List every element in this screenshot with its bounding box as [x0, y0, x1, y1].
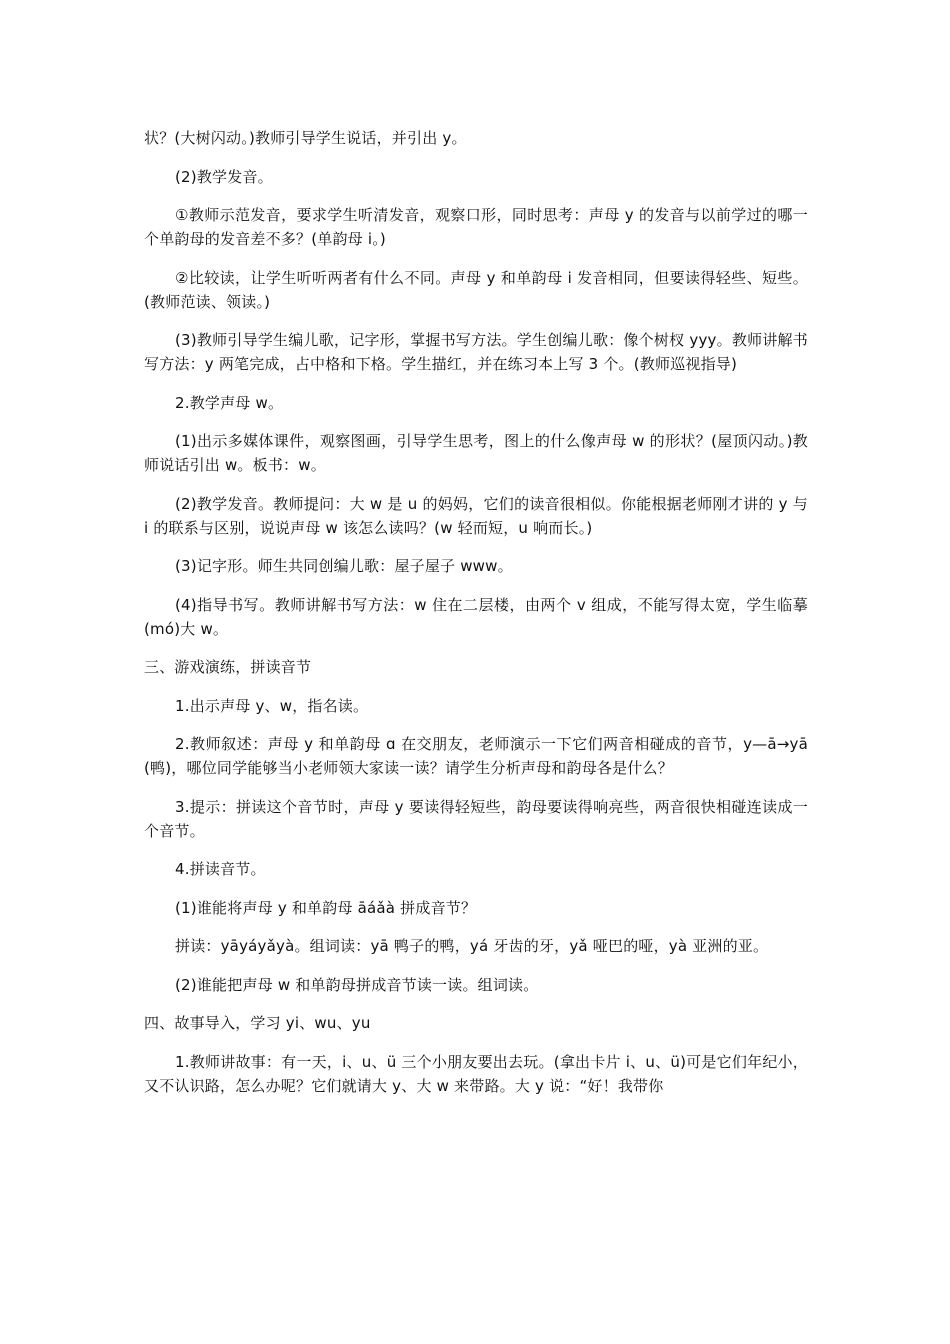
document-body: [144, 126, 808, 1112]
paragraph-2: (2)教学发音。: [175, 167, 273, 186]
paragraph-3: ①教师示范发音，要求学生听清发音，观察口形，同时思考：声母 y 的发音与以前学过的哪一个单韵母的发音差不多？(单韵母 i。): [144, 206, 808, 248]
paragraph-18: (2)谁能把声母 w 和单韵母拼成音节读一读。组词读。: [175, 975, 539, 994]
paragraph-4: ②比较读，让学生听听两者有什么不同。声母 y 和单韵母 i 发音相同，但要读得轻些、短些。(教师范读、领读。): [144, 268, 808, 311]
paragraph-16: (1)谁能将声母 y 和单韵母 āáǎà 拼成音节？: [175, 898, 477, 917]
paragraph-20: 1.教师讲故事：有一天，i、u、ü 三个小朋友要出去玩。(拿出卡片 i、u、ü)可是它们年纪小，又不认识路，怎么办呢？它们就请大 y、大 w 来带路。大 y 说：“好！我带你: [144, 1052, 808, 1095]
paragraph-17: 拼读：yāyáyǎyà。组词读：yā 鸭子的鸭，yá 牙齿的牙，yǎ 哑巴的哑，yà 亚洲的亚。: [175, 937, 769, 955]
paragraph-14: 3.提示：拼读这个音节时，声母 y 要读得轻短些，韵母要读得响亮些，两音很快相碰连读成一个音节。: [144, 797, 808, 840]
section-heading-4: 四、故事导入，学习 yi、wu、yu: [144, 1014, 371, 1032]
paragraph-12: 1.出示声母 y、w，指名读。: [175, 696, 369, 715]
paragraph-7: (1)出示多媒体课件，观察图画，引导学生思考，图上的什么像声母 w 的形状？(屋顶闪动。)教师说话引出 w。板书：w。: [144, 432, 808, 474]
paragraph-15: 4.拼读音节。: [175, 860, 266, 878]
paragraph-8: (2)教学发音。教师提问：大 w 是 u 的妈妈，它们的读音很相似。你能根据老师刚才讲的 y 与 i 的联系与区别，说说声母 w 该怎么读吗？(w 轻而短，u 响而长。): [144, 494, 808, 537]
paragraph-9: (3)记字形。师生共同创编儿歌：屋子屋子 www。: [175, 557, 513, 575]
section-heading-3: 三、游戏演练，拼读音节: [144, 658, 312, 676]
paragraph-6: 2.教学声母 w。: [175, 393, 284, 412]
paragraph-10: (4)指导书写。教师讲解书写方法：w 住在二层楼，由两个 v 组成，不能写得太宽，学生临摹(mó)大 w。: [144, 595, 808, 638]
paragraph-13: 2.教师叙述：声母 y 和单韵母 ɑ 在交朋友，老师演示一下它们两音相碰成的音节，y—ā→yā(鸭)，哪位同学能够当小老师领大家读一读？请学生分析声母和韵母各是什么？: [144, 735, 808, 777]
paragraph-1: 状？(大树闪动。)教师引导学生说话，并引出 y。: [144, 129, 467, 147]
paragraph-5: (3)教师引导学生编儿歌，记字形，掌握书写方法。学生创编儿歌：像个树杈 yyy。教师讲解书写方法：y 两笔完成，占中格和下格。学生描红，并在练习本上写 3 个。(教师巡视指导): [144, 331, 808, 373]
